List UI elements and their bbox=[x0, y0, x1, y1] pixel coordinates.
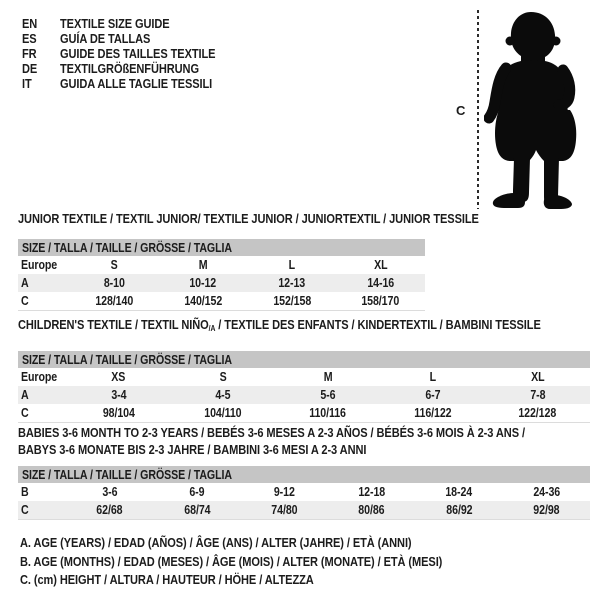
table-cell: 68/74 bbox=[183, 503, 211, 517]
toddler-silhouette-icon bbox=[484, 10, 596, 210]
table-cell: 140/152 bbox=[184, 294, 223, 308]
row-label: A bbox=[21, 388, 29, 402]
table-cell: 158/170 bbox=[361, 294, 400, 308]
table-row bbox=[18, 368, 590, 386]
table-cell: 5-6 bbox=[320, 388, 336, 402]
table-cell: 8-10 bbox=[103, 276, 125, 290]
legend-line-b: B. AGE (MONTHS) / EDAD (MESES) / ÂGE (MOIS) / ALTER (MONATE) / ETÀ (MESI) bbox=[20, 553, 443, 569]
measure-legend bbox=[20, 534, 517, 590]
table-cell: 98/104 bbox=[102, 406, 135, 420]
junior-size-table bbox=[18, 239, 425, 311]
table-cell: 24-36 bbox=[532, 485, 560, 499]
table-cell: 62/68 bbox=[96, 503, 123, 517]
table-cell: S bbox=[219, 370, 227, 384]
table-cell: XL bbox=[373, 258, 388, 272]
section-junior bbox=[18, 211, 479, 311]
language-title-list bbox=[22, 16, 243, 91]
table-cell: 3-4 bbox=[110, 388, 126, 402]
legend-line-c: C. (cm) HEIGHT / ALTURA / HAUTEUR / HÖHE / ALTEZZA bbox=[20, 572, 314, 587]
row-label: C bbox=[21, 294, 29, 308]
legend-line-a: A. AGE (YEARS) / EDAD (AÑOS) / ÂGE (ANS) / ALTER (JAHRE) / ETÀ (ANNI) bbox=[20, 535, 412, 550]
children-size-table bbox=[18, 351, 590, 423]
table-cell: 12-18 bbox=[358, 485, 386, 499]
table-cell: 6-9 bbox=[189, 485, 205, 499]
babies-size-table bbox=[18, 466, 590, 520]
table-cell: 6-7 bbox=[425, 388, 441, 402]
table-row bbox=[18, 274, 425, 292]
list-item bbox=[22, 46, 243, 61]
table-cell: 92/98 bbox=[533, 503, 560, 517]
table-cell: 12-13 bbox=[278, 276, 306, 290]
table-row bbox=[18, 256, 425, 274]
language-title: TEXTILE SIZE GUIDE bbox=[60, 16, 170, 31]
table-cell: XS bbox=[111, 370, 126, 384]
table-row bbox=[18, 386, 590, 404]
table-cell: 128/140 bbox=[95, 294, 134, 308]
section-title-line2: BABYS 3-6 MONATE BIS 2-3 JAHRE / BAMBINI 3-6 MESI A 2-3 ANNI bbox=[18, 442, 367, 457]
table-cell: 152/158 bbox=[272, 294, 311, 308]
table-cell: 18-24 bbox=[445, 485, 473, 499]
language-code: EN bbox=[22, 16, 38, 31]
language-code: ES bbox=[22, 31, 37, 46]
table-cell: XL bbox=[530, 370, 545, 384]
table-row bbox=[18, 404, 590, 423]
table-cell: L bbox=[288, 258, 296, 272]
table-cell: S bbox=[110, 258, 118, 272]
table-cell: 10-12 bbox=[189, 276, 217, 290]
row-label: A bbox=[21, 276, 29, 290]
language-code: DE bbox=[22, 61, 38, 76]
section-title: CHILDREN'S TEXTILE / TEXTIL $NIÑO_{/A}$ / TEXTILE DES ENFANTS / KINDERTEXTIL / BAMBINI TESSILE bbox=[18, 317, 541, 333]
language-title: GUIDE DES TAILLES TEXTILE bbox=[60, 46, 216, 61]
section-title: JUNIOR TEXTILE / TEXTIL JUNIOR/ TEXTILE JUNIOR / JUNIORTEXTIL / JUNIOR TESSILE bbox=[18, 211, 479, 226]
language-code: FR bbox=[22, 46, 37, 61]
list-item bbox=[22, 16, 243, 31]
table-cell: M bbox=[198, 258, 208, 272]
table-cell: 80/86 bbox=[358, 503, 385, 517]
table-cell: 7-8 bbox=[530, 388, 546, 402]
section-title-line1: BABIES 3-6 MONTH TO 2-3 YEARS / BEBÉS 3-6 MESES A 2-3 AÑOS / BÉBÉS 3-6 MOIS À 2-3 ANS / bbox=[18, 425, 525, 440]
row-label: B bbox=[21, 485, 29, 499]
language-title: TEXTILGRÖßENFÜHRUNG bbox=[60, 61, 199, 76]
section-children bbox=[18, 318, 590, 423]
language-code: IT bbox=[22, 76, 32, 91]
table-cell: 116/122 bbox=[414, 406, 452, 420]
table-cell: 86/92 bbox=[445, 503, 473, 517]
row-label: Europe bbox=[21, 258, 58, 272]
row-label: C bbox=[21, 406, 29, 420]
table-cell: 14-16 bbox=[367, 276, 394, 290]
table-cell: M bbox=[323, 370, 333, 384]
dotted-height-line bbox=[477, 10, 479, 209]
table-cell: L bbox=[429, 370, 436, 384]
table-row bbox=[18, 292, 425, 311]
table-cell: 110/116 bbox=[309, 406, 347, 420]
list-item bbox=[22, 76, 243, 91]
table-cell: 9-12 bbox=[273, 485, 295, 499]
list-item bbox=[22, 61, 243, 76]
language-title: GUIDA ALLE TAGLIE TESSILI bbox=[60, 76, 213, 91]
table-row bbox=[18, 501, 590, 520]
section-babies bbox=[18, 424, 590, 520]
height-measure-figure bbox=[450, 8, 600, 213]
table-cell: 4-5 bbox=[215, 388, 231, 402]
language-title: GUÍA DE TALLAS bbox=[60, 31, 151, 46]
subscript: /A bbox=[208, 324, 216, 333]
row-label: C bbox=[21, 503, 29, 517]
size-header-bar: SIZE / TALLA / TAILLE / GRÖSSE / TAGLIA bbox=[18, 351, 590, 368]
row-label: Europe bbox=[21, 370, 58, 384]
measure-c-label: C bbox=[456, 103, 466, 118]
list-item bbox=[22, 31, 243, 46]
table-cell: 3-6 bbox=[102, 485, 118, 499]
size-header-bar: SIZE / TALLA / TAILLE / GRÖSSE / TAGLIA bbox=[18, 466, 590, 483]
table-cell: 74/80 bbox=[271, 503, 298, 517]
table-cell: 122/128 bbox=[518, 406, 557, 420]
table-row bbox=[18, 483, 590, 501]
size-header-bar: SIZE / TALLA / TAILLE / GRÖSSE / TAGLIA bbox=[18, 239, 425, 256]
table-cell: 104/110 bbox=[204, 406, 242, 420]
